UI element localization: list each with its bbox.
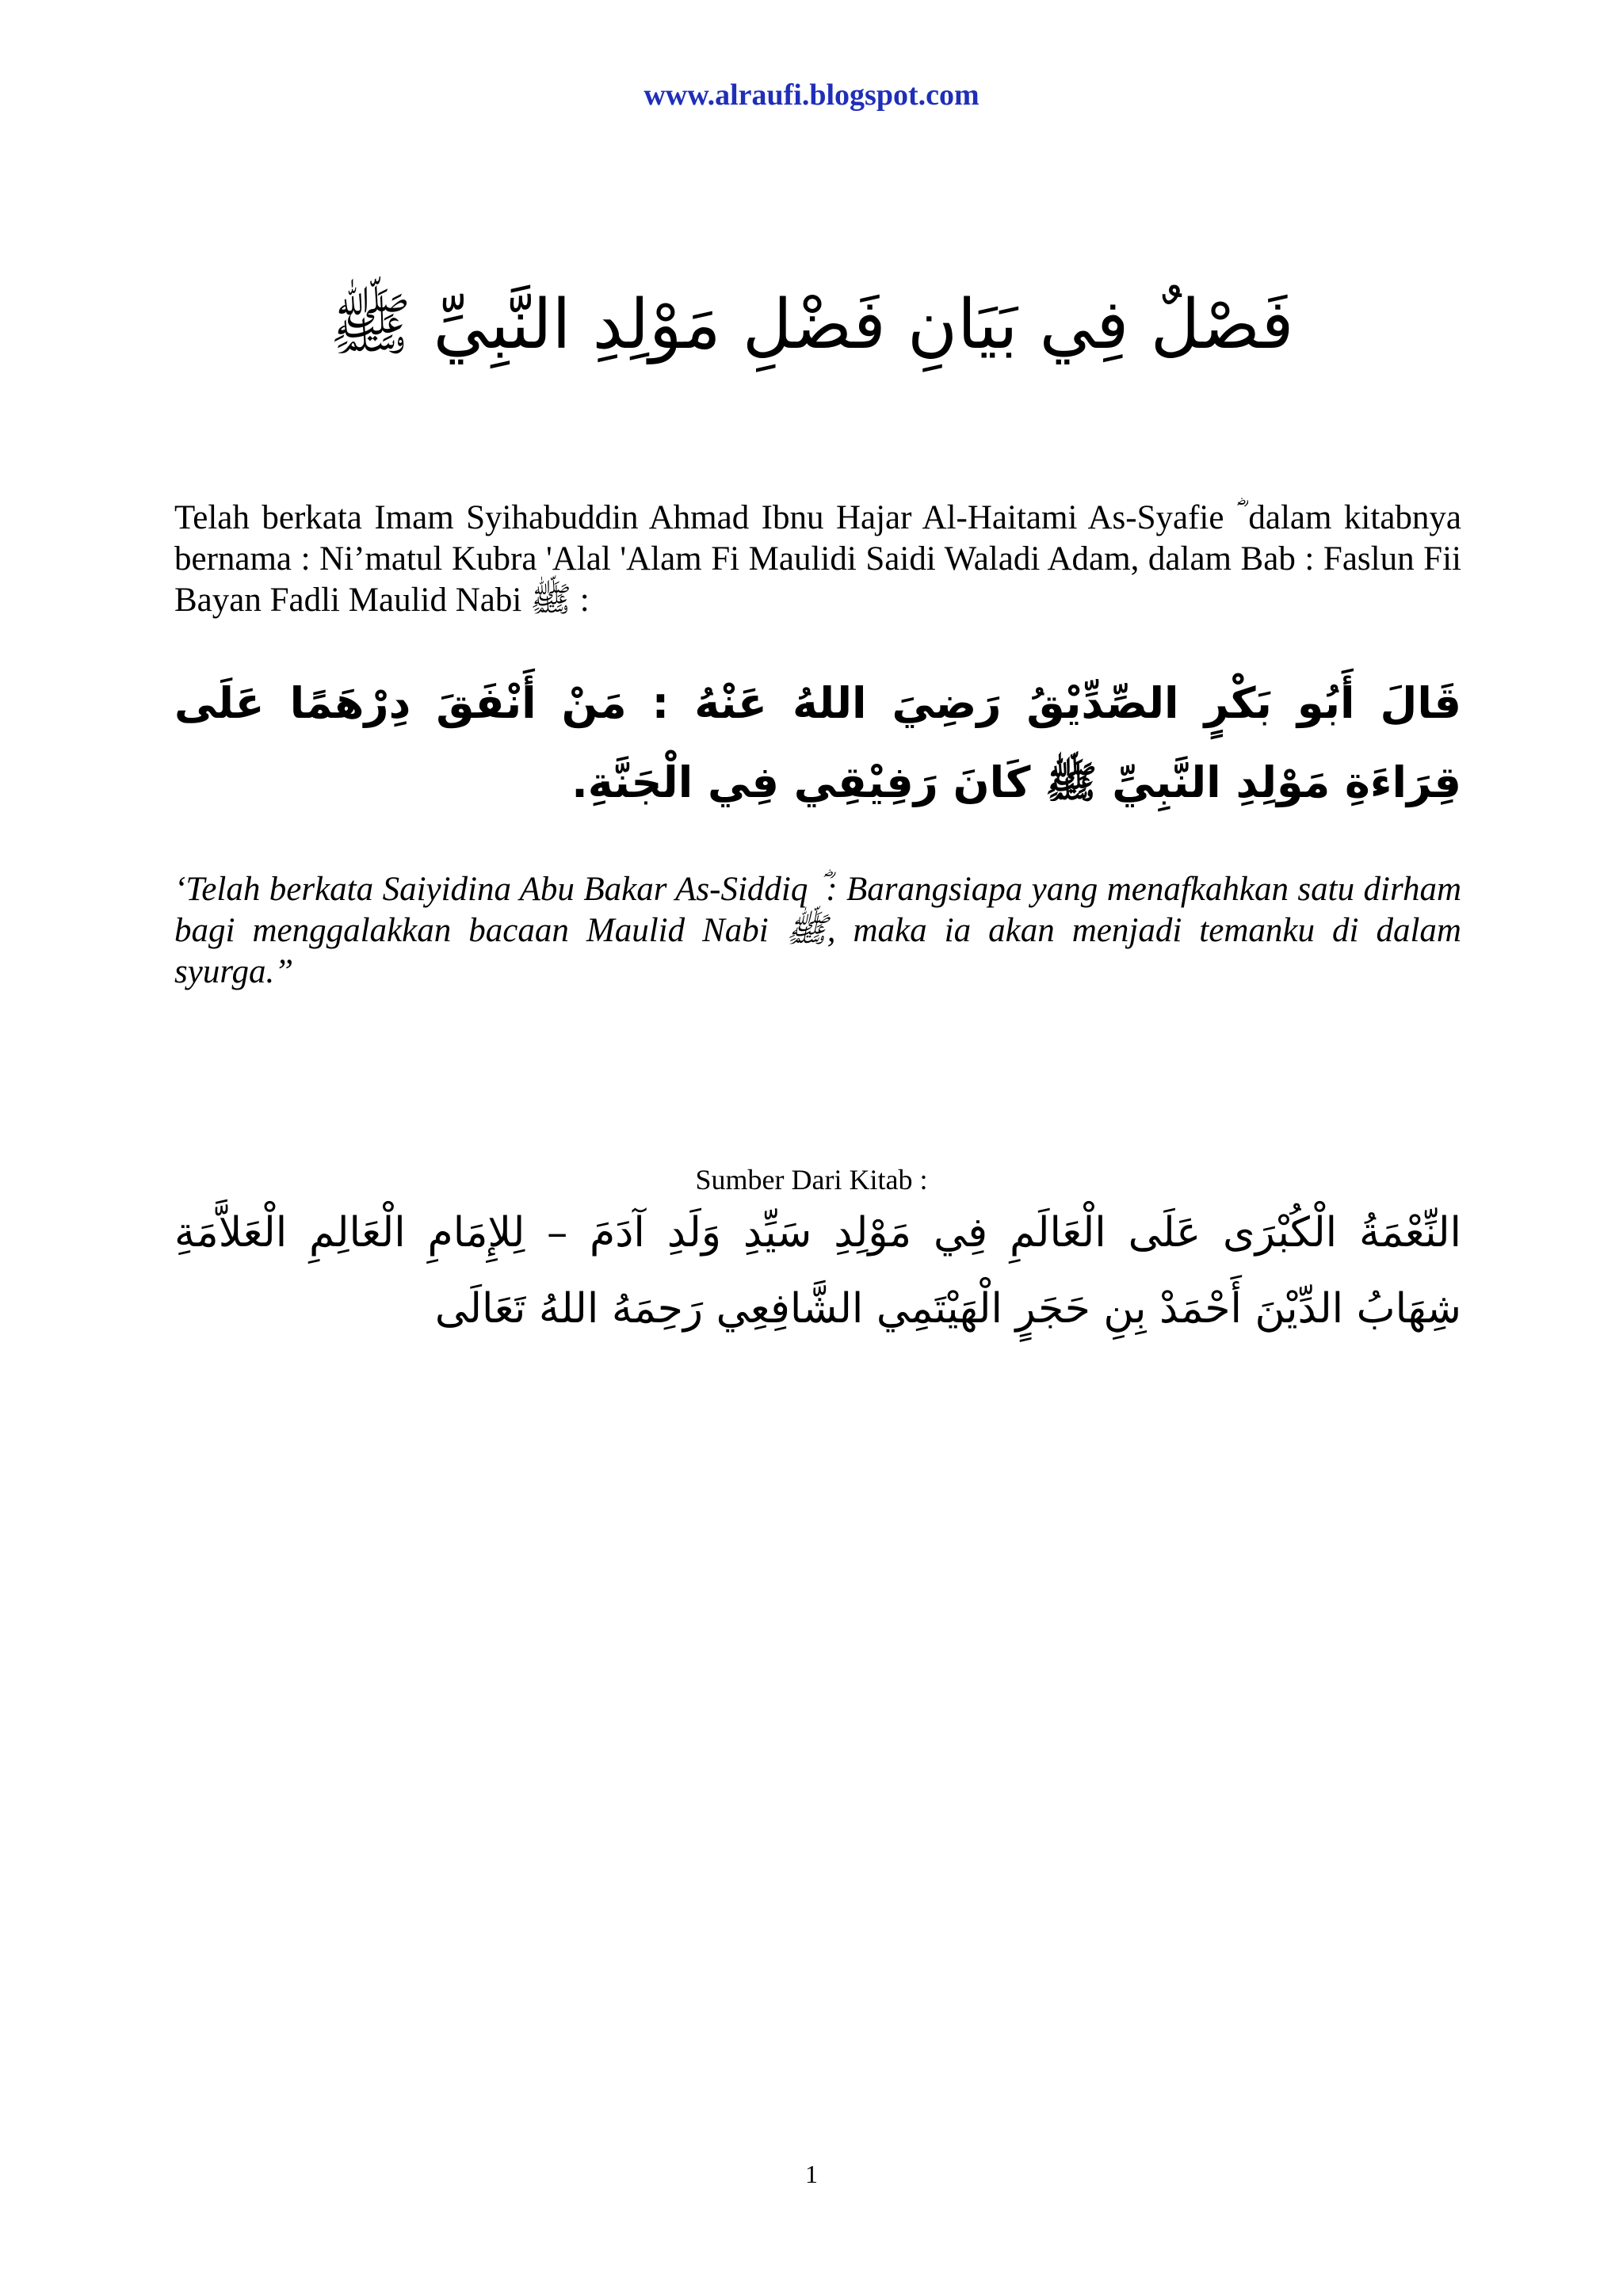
arabic-hadith-quote: قَالَ أَبُو بَكْرٍ الصِّدِّيْقُ رَضِيَ اللهُ عَنْهُ : مَنْ أَنْفَقَ دِرْهَمًا عَلَى قِرَاءَةِ مَوْلِدِ النَّبِيِّ ﷺ كَانَ رَفِيْقِي فِي الْجَنَّةِ. (174, 678, 1461, 807)
blog-url-link[interactable]: www.alraufi.blogspot.com (643, 78, 980, 112)
translation-paragraph: ‘Telah berkata Saiyidina Abu Bakar As-Siddiq ؓ : Barangsiapa yang menafkahkan satu dirham bagi menggalakkan bacaan Maulid Nabi ﷺ, maka ia akan menjadi temanku di dalam syurga.” (174, 871, 1461, 990)
source-label: Sumber Dari Kitab : (695, 1164, 928, 1196)
page-number: 1 (805, 2160, 818, 2188)
arabic-chapter-title: فَصْلٌ فِي بَيَانِ فَضْلِ مَوْلِدِ النَّبِيِّ ﷺ (329, 285, 1294, 364)
arabic-source-title: النِّعْمَةُ الْكُبْرَى عَلَى الْعَالَمِ فِي مَوْلِدِ سَيِّدِ وَلَدِ آدَمَ – لِلإِمَامِ الْعَالِمِ الْعَلاَّمَةِ شِهَابُ الدِّيْنَ أَحْمَدْ بِنِ حَجَرٍ الْهَيْتَمِي الشَّافِعِي رَحِمَهُ اللهُ تَعَالَى (174, 1209, 1461, 1333)
intro-paragraph: Telah berkata Imam Syihabuddin Ahmad Ibnu Hajar Al-Haitami As-Syafie ؓ dalam kitabnya bernama : Ni’matul Kubra 'Alal 'Alam Fi Maulidi Saidi Waladi Adam, dalam Bab : Faslun Fii Bayan Fadli Maulid Nabi ﷺ : (174, 499, 1461, 619)
